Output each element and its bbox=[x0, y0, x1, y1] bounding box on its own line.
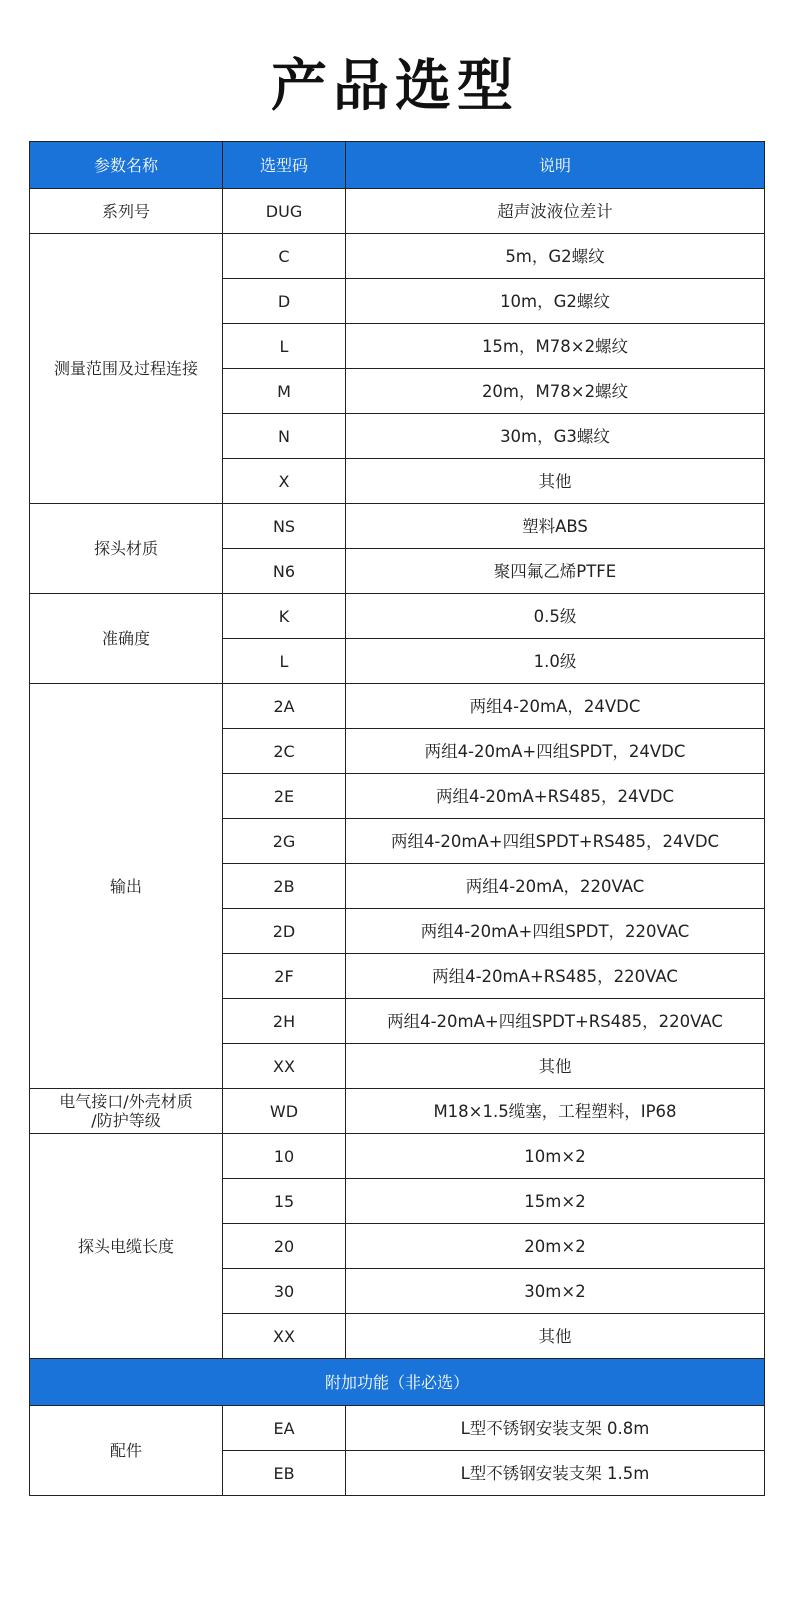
code-cell: XX bbox=[223, 1044, 346, 1089]
code-cell: L bbox=[223, 639, 346, 684]
table-row bbox=[30, 1089, 765, 1134]
section-label: 附加功能（非必选） bbox=[30, 1359, 765, 1406]
description-cell: 1.0级 bbox=[346, 639, 765, 684]
table-row bbox=[30, 1406, 765, 1451]
description-cell: 15m×2 bbox=[346, 1179, 765, 1224]
description-cell: 两组4-20mA+RS485，220VAC bbox=[346, 954, 765, 999]
table-row bbox=[30, 684, 765, 729]
code-cell: 10 bbox=[223, 1134, 346, 1179]
description-cell: 30m×2 bbox=[346, 1269, 765, 1314]
description-cell: 两组4-20mA，24VDC bbox=[346, 684, 765, 729]
param-name-cell: 电气接口/外壳材质 /防护等级 bbox=[30, 1089, 223, 1134]
table-row bbox=[30, 1134, 765, 1179]
code-cell: 2E bbox=[223, 774, 346, 819]
description-cell: 10m，G2螺纹 bbox=[346, 279, 765, 324]
description-cell: 两组4-20mA+RS485，24VDC bbox=[346, 774, 765, 819]
description-cell: 两组4-20mA+四组SPDT+RS485，24VDC bbox=[346, 819, 765, 864]
selection-table bbox=[29, 141, 765, 1496]
section-row bbox=[30, 1359, 765, 1406]
code-cell: 2B bbox=[223, 864, 346, 909]
code-cell: 30 bbox=[223, 1269, 346, 1314]
code-cell: 2A bbox=[223, 684, 346, 729]
description-cell: L型不锈钢安装支架 0.8m bbox=[346, 1406, 765, 1451]
code-cell: 2C bbox=[223, 729, 346, 774]
description-cell: 15m，M78×2螺纹 bbox=[346, 324, 765, 369]
code-cell: 2D bbox=[223, 909, 346, 954]
description-cell: 20m×2 bbox=[346, 1224, 765, 1269]
code-cell: L bbox=[223, 324, 346, 369]
header-description: 说明 bbox=[346, 142, 765, 189]
code-cell: 2F bbox=[223, 954, 346, 999]
description-cell: 其他 bbox=[346, 1314, 765, 1359]
param-name-cell: 配件 bbox=[30, 1406, 223, 1496]
description-cell: L型不锈钢安装支架 1.5m bbox=[346, 1451, 765, 1496]
description-cell: 两组4-20mA，220VAC bbox=[346, 864, 765, 909]
table-row bbox=[30, 234, 765, 279]
param-name-cell: 探头电缆长度 bbox=[30, 1134, 223, 1359]
description-cell: 两组4-20mA+四组SPDT，220VAC bbox=[346, 909, 765, 954]
code-cell: C bbox=[223, 234, 346, 279]
code-cell: DUG bbox=[223, 189, 346, 234]
param-name-cell: 准确度 bbox=[30, 594, 223, 684]
param-name-cell: 系列号 bbox=[30, 189, 223, 234]
param-name-cell: 测量范围及过程连接 bbox=[30, 234, 223, 504]
code-cell: WD bbox=[223, 1089, 346, 1134]
code-cell: N bbox=[223, 414, 346, 459]
code-cell: D bbox=[223, 279, 346, 324]
code-cell: EB bbox=[223, 1451, 346, 1496]
code-cell: XX bbox=[223, 1314, 346, 1359]
code-cell: 20 bbox=[223, 1224, 346, 1269]
code-cell: N6 bbox=[223, 549, 346, 594]
table-row bbox=[30, 594, 765, 639]
description-cell: 两组4-20mA+四组SPDT，24VDC bbox=[346, 729, 765, 774]
description-cell: 其他 bbox=[346, 459, 765, 504]
description-cell: 20m，M78×2螺纹 bbox=[346, 369, 765, 414]
header-code: 选型码 bbox=[223, 142, 346, 189]
description-cell: 聚四氟乙烯PTFE bbox=[346, 549, 765, 594]
description-cell: 两组4-20mA+四组SPDT+RS485，220VAC bbox=[346, 999, 765, 1044]
description-cell: 5m，G2螺纹 bbox=[346, 234, 765, 279]
param-name-cell: 探头材质 bbox=[30, 504, 223, 594]
code-cell: X bbox=[223, 459, 346, 504]
param-name-cell: 输出 bbox=[30, 684, 223, 1089]
code-cell: 2G bbox=[223, 819, 346, 864]
table-row bbox=[30, 504, 765, 549]
code-cell: M bbox=[223, 369, 346, 414]
description-cell: 超声波液位差计 bbox=[346, 189, 765, 234]
code-cell: 15 bbox=[223, 1179, 346, 1224]
table-header-row bbox=[30, 142, 765, 189]
code-cell: EA bbox=[223, 1406, 346, 1451]
code-cell: 2H bbox=[223, 999, 346, 1044]
description-cell: 其他 bbox=[346, 1044, 765, 1089]
code-cell: NS bbox=[223, 504, 346, 549]
page-title: 产品选型 bbox=[271, 54, 519, 119]
code-cell: K bbox=[223, 594, 346, 639]
description-cell: 30m，G3螺纹 bbox=[346, 414, 765, 459]
table-body bbox=[30, 189, 765, 1496]
description-cell: 塑料ABS bbox=[346, 504, 765, 549]
table-row bbox=[30, 189, 765, 234]
description-cell: M18×1.5缆塞，工程塑料，IP68 bbox=[346, 1089, 765, 1134]
header-param-name: 参数名称 bbox=[30, 142, 223, 189]
description-cell: 0.5级 bbox=[346, 594, 765, 639]
description-cell: 10m×2 bbox=[346, 1134, 765, 1179]
